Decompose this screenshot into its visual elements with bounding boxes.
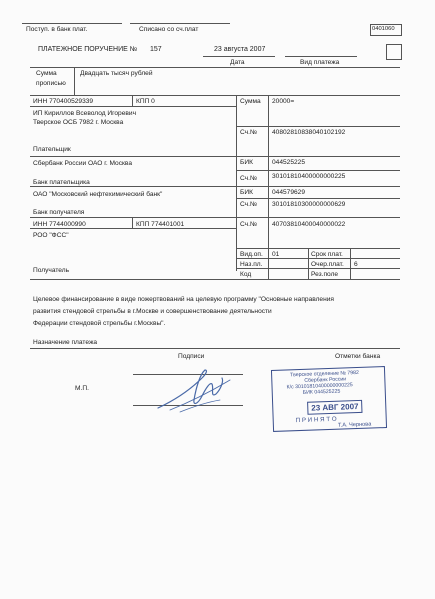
order-value: 6 (354, 261, 358, 268)
order-label: Очер.плат. (311, 261, 344, 268)
op-type-label: Вид.оп. (240, 251, 263, 258)
rule-payee-bank-bottom (30, 217, 400, 218)
amount-words-label-2: прописью (36, 80, 66, 87)
stamp-line-1: Тверское отделение № 7982 (290, 369, 360, 379)
payer-inn: ИНН 770400529339 (33, 98, 94, 105)
stamp-line-3: К/с 30101810400000000225 (286, 382, 353, 391)
signature-mark (150, 360, 260, 420)
purpose-caption: Назначение платежа (33, 339, 98, 346)
payer-kpp: КПП 0 (136, 98, 155, 105)
payer-bank-bik: 044525225 (272, 159, 306, 166)
debited-label: Списано со сч.плат (139, 26, 199, 33)
payee-kpp: КПП 774401001 (136, 221, 185, 228)
payee-bank-name: ОАО "Московский нефтехимический банк" (33, 191, 163, 198)
date-caption: Дата (230, 59, 245, 66)
date-line (203, 56, 275, 57)
stamp-date: 23 АВГ 2007 (307, 400, 363, 415)
stamp-line-2: Сбербанк России (304, 376, 347, 384)
debited-line (130, 23, 230, 24)
payer-name-2: Тверское ОСБ 7982 г. Москва (33, 119, 124, 126)
rule-bik-1 (236, 170, 400, 171)
rule-codes-bottom (30, 279, 400, 280)
payer-caption: Плательщик (33, 146, 71, 153)
purpose-line-1: Целевое финансирование в виде пожертвований на целевую программу "Основные направления (33, 296, 334, 303)
payer-bank-name: Сбербанк России ОАО г. Москва (33, 160, 132, 167)
payment-type-line (285, 56, 357, 57)
rule-payee-inn-kpp (132, 217, 133, 228)
rule-col-2 (268, 95, 269, 279)
stamp-clerk: Т.А. Чернова (337, 421, 372, 429)
purpose-line-3: Федерации стендовой стрельбы г.Москвы". (33, 320, 166, 327)
status-box (386, 44, 402, 60)
rule-codes-2 (236, 268, 400, 269)
payee-bank-corr-label: Сч.№ (240, 201, 258, 208)
payer-account-value: 40802810838040102192 (272, 129, 346, 136)
rule-codes-col-3 (308, 248, 309, 279)
bank-marks-label: Отметки банка (335, 353, 381, 360)
received-line (22, 23, 122, 24)
document-number: 157 (150, 46, 162, 53)
rule-inn-kpp (132, 95, 133, 106)
document-title: ПЛАТЕЖНОЕ ПОРУЧЕНИЕ № (38, 46, 138, 53)
payment-type-caption: Вид платежа (300, 59, 340, 66)
term-label: Срок плат. (311, 251, 343, 258)
payer-bank-corr: 30101810400000000225 (272, 173, 346, 180)
stamp-line-4: БИК 044525225 (302, 388, 341, 396)
payee-caption: Получатель (33, 267, 70, 274)
payee-bank-bik: 044579629 (272, 189, 306, 196)
bank-acceptance-stamp (271, 366, 387, 432)
rule-payer-bottom (30, 156, 400, 157)
rule-codes-col-4 (350, 248, 351, 279)
rule-bik-2 (236, 198, 400, 199)
document-date: 23 августа 2007 (214, 46, 266, 53)
payer-name-1: ИП Кириллов Всеволод Игоревич (33, 110, 137, 117)
received-label: Поступ. в банк плат. (26, 26, 88, 33)
rule-codes-1 (236, 258, 400, 259)
rule-account-top (236, 126, 400, 127)
rule-col-1 (236, 95, 237, 271)
payer-bank-caption: Банк плательщика (33, 179, 90, 186)
signatures-label: Подписи (178, 353, 205, 360)
seal-label: М.П. (75, 385, 89, 392)
rule-inn-top (30, 95, 400, 96)
amount-label: Сумма (240, 98, 261, 105)
payee-account-value: 40703810400040000022 (272, 221, 346, 228)
op-type-value: 01 (272, 251, 280, 258)
payer-bank-corr-label: Сч.№ (240, 175, 258, 182)
amount-value: 20000= (272, 98, 295, 105)
payee-bank-caption: Банк получателя (33, 209, 85, 216)
purpose-code-label: Наз.пл. (240, 261, 263, 268)
payer-bank-bik-label: БИК (240, 159, 253, 166)
rule-inn-bottom (30, 106, 236, 107)
payee-bank-corr: 30101810300000000629 (272, 201, 346, 208)
code-label: Код (240, 271, 252, 278)
payer-account-label: Сч.№ (240, 129, 258, 136)
purpose-line-2: развития стендовой стрельбы в г.Москве и совершенствование деятельности (33, 308, 272, 315)
payee-name: РОО "ФСС" (33, 232, 69, 239)
amount-words-value: Двадцать тысяч рублей (80, 70, 153, 77)
rule-payee-inn-bottom (30, 228, 236, 229)
reserve-label: Рез.поле (311, 271, 339, 278)
rule-codes-top (236, 248, 400, 249)
rule-payer-bank-bottom (30, 186, 400, 187)
amount-words-label-1: Сумма (36, 70, 57, 77)
payee-account-label: Сч.№ (240, 221, 258, 228)
payee-bank-bik-label: БИК (240, 189, 253, 196)
form-code: 0401060 (372, 26, 395, 32)
payee-inn: ИНН 7744000990 (33, 221, 86, 228)
rule-amount-vertical (74, 67, 75, 95)
rule-amount-top (30, 67, 400, 68)
stamp-accepted: П Р И Н Я Т О (295, 415, 337, 425)
rule-purpose-bottom (30, 348, 400, 349)
